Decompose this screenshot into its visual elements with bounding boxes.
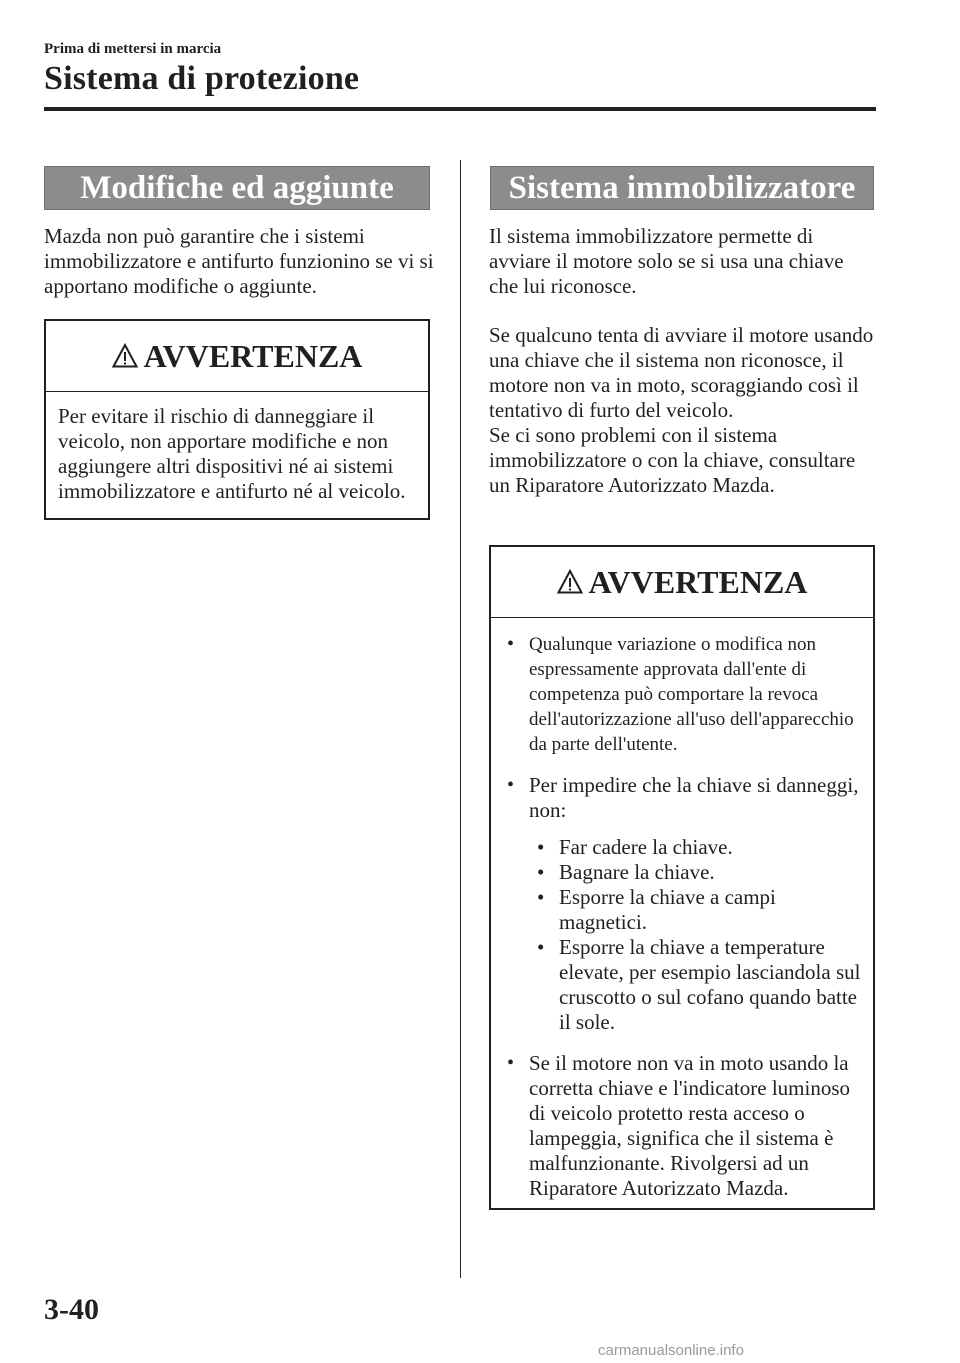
right-paragraph-1: Il sistema immobilizzatore permette di avviare il motore solo se si usa una chiave che lui riconosce. [489, 224, 844, 298]
list-item-text: Per impedire che la chiave si danneggi, non: [529, 773, 859, 822]
sub-list-item: • Esporre la chiave a temperature elevate, per esempio lasciandola sul cruscotto o sul cofano quando batte il sole. [529, 935, 861, 1035]
sub-list [529, 835, 861, 1035]
warning-box-left [44, 319, 430, 520]
warning-box-right [489, 545, 875, 1210]
warning-header [46, 321, 428, 392]
warning-label: AVVERTENZA [143, 337, 363, 374]
left-paragraph-text: Mazda non può garantire che i sistemi immobilizzatore e antifurto funzionino se vi si apportano modifiche o aggiunte. [44, 224, 434, 298]
breadcrumb: Prima di mettersi in marcia [44, 41, 222, 57]
right-paragraph-2: Se qualcuno tenta di avviare il motore usando una chiave che il sistema non riconosce, il motore non va in moto, scoraggiando così il tentativo di furto del veicolo. [489, 323, 874, 422]
sub-list-item: • Esporre la chiave a campi magnetici. [529, 885, 861, 935]
title-rule [44, 107, 876, 111]
warning-body: Per evitare il rischio di danneggiare il veicolo, non apportare modifiche e non aggiungere altri dispositivi né ai sistemi immobilizzatore e antifurto né al veicolo. [58, 404, 406, 503]
section-banner-modifiche: Modifiche ed aggiunte [44, 166, 430, 210]
right-paragraph-3: Se ci sono problemi con il sistema immobilizzatore o con la chiave, consultare un Riparatore Autorizzato Mazda. [489, 423, 856, 497]
right-intro [489, 224, 875, 498]
warning-triangle-icon [112, 343, 138, 369]
list-item: • Qualunque variazione o modifica non espressamente approvata dall'ente di competenza può comportare la revoca dell'autorizzazione all'uso dell'apparecchio da parte dell'utente. [503, 632, 861, 757]
page-title: Sistema di protezione [44, 60, 360, 97]
column-divider [460, 160, 461, 1278]
list-item [503, 773, 861, 1035]
sub-list-item: • Far cadere la chiave. [529, 835, 861, 860]
section-banner-immobilizzatore: Sistema immobilizzatore [490, 166, 874, 210]
warning-triangle-icon [557, 569, 583, 595]
list-item: • Se il motore non va in moto usando la corretta chiave e l'indicatore luminoso di veicolo protetto resta acceso o lampeggia, significa che il sistema è malfunzionante. Rivolgersi ad un Riparatore Autorizzato Mazda. [503, 1051, 861, 1201]
warning-label: AVVERTENZA [588, 563, 808, 600]
sub-list-item: • Bagnare la chiave. [529, 860, 861, 885]
left-paragraph [44, 224, 436, 299]
page-number: 3-40 [44, 1293, 99, 1326]
warning-list [503, 632, 861, 1201]
watermark: carmanualsonline.info [598, 1342, 744, 1359]
warning-header [491, 547, 873, 618]
warning-body [491, 618, 873, 1229]
